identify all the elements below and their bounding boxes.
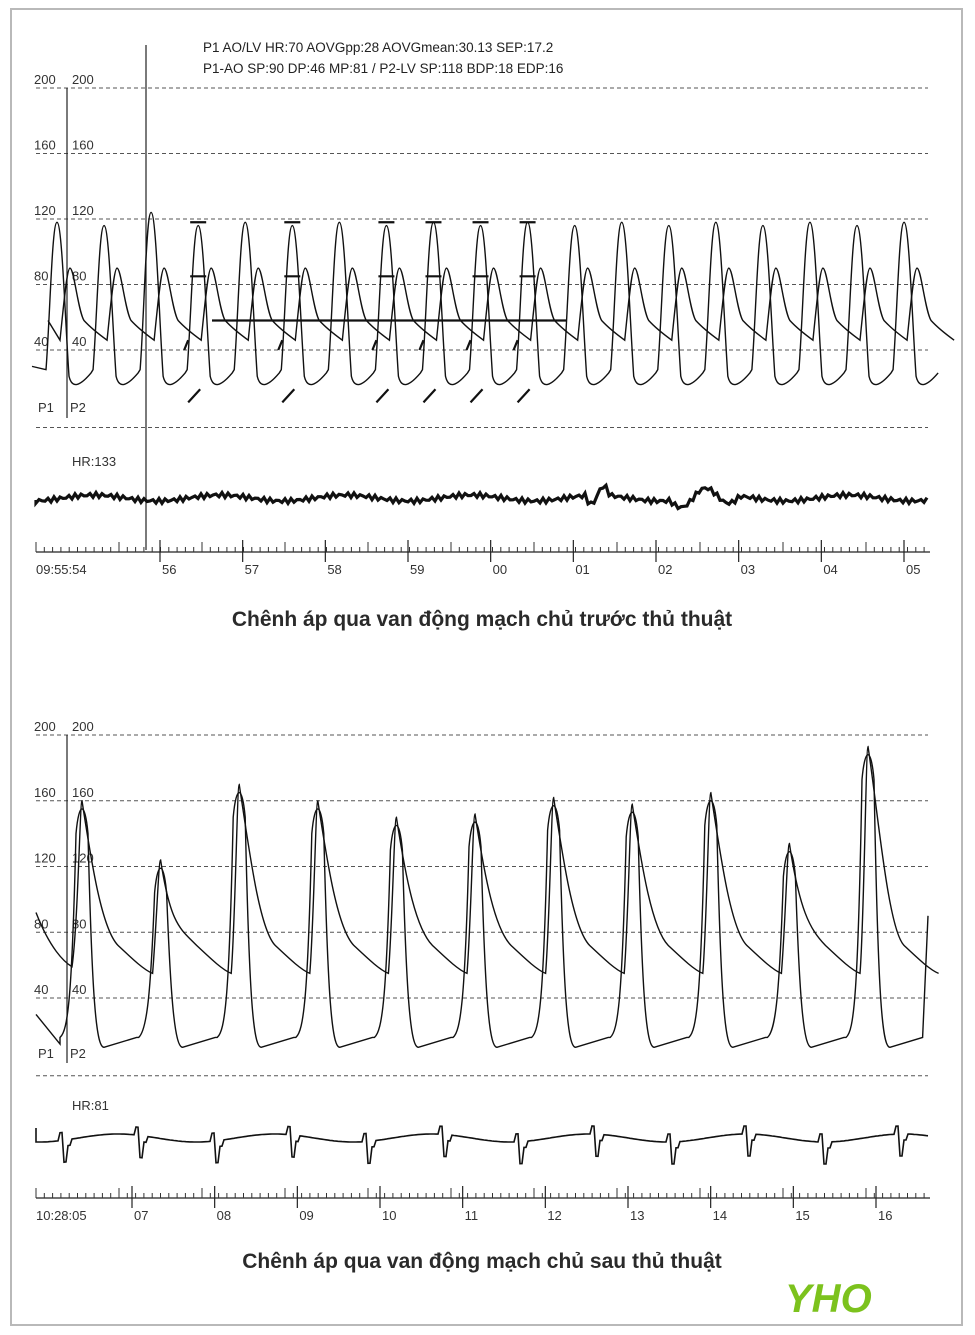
y-tick-label-p1: 80 [34, 268, 49, 284]
time-tick-label: 09 [299, 1208, 314, 1223]
y-tick-label-p2: 120 [72, 203, 94, 218]
channel-label-p2: P2 [70, 400, 86, 415]
channel-label-p2: P2 [70, 1046, 86, 1061]
y-tick-label-p1: 200 [34, 72, 56, 87]
y-tick-label-p2: 120 [72, 850, 94, 866]
time-tick-label: 00 [492, 562, 508, 577]
y-tick-label-p2: 160 [72, 137, 94, 153]
p1-aortic-pressure-series [36, 747, 939, 974]
y-tick-label-p2: 160 [72, 784, 94, 800]
time-tick-label: 11 [464, 1208, 479, 1223]
panel-after-procedure [34, 719, 939, 1273]
ao-dia-marker [419, 340, 423, 350]
ecg-trace [36, 1126, 928, 1164]
time-tick-label: 03 [740, 562, 756, 577]
header-line-1: P1 AO/LV HR:70 AOVGpp:28 AOVGmean:30.13 SEP:17.2 [203, 40, 554, 55]
channel-label-p1: P1 [38, 400, 54, 415]
time-axis [36, 540, 930, 577]
chart-title: Chênh áp qua van động mạch chủ sau thủ thuật [242, 1250, 722, 1273]
y-tick-label-p2: 200 [72, 72, 94, 87]
time-start-label: 09:55:54 [36, 562, 87, 577]
y-tick-label-p1: 120 [34, 203, 56, 218]
y-tick-label-p1: 160 [34, 784, 56, 800]
time-tick-label: 58 [327, 562, 342, 577]
edp-marker [423, 389, 435, 402]
time-tick-label: 05 [906, 562, 921, 577]
time-tick-label: 07 [134, 1208, 149, 1223]
ao-dia-marker [372, 340, 376, 350]
y-tick-label-p1: 80 [34, 916, 49, 932]
hr-label: HR:81 [72, 1098, 109, 1113]
p2-lv-pressure-series [36, 755, 928, 1048]
panel-before-procedure [32, 40, 954, 631]
edp-marker [518, 389, 530, 402]
time-tick-label: 56 [162, 562, 177, 577]
y-tick-label-p1: 160 [34, 137, 56, 153]
time-tick-label: 14 [712, 1208, 728, 1223]
y-tick-label-p2: 200 [72, 719, 94, 734]
time-tick-label: 59 [410, 562, 425, 577]
time-tick-label: 01 [575, 562, 590, 577]
hr-label: HR:133 [72, 454, 117, 469]
channel-label-p1: P1 [38, 1046, 54, 1061]
y-tick-label-p2: 40 [72, 982, 87, 997]
time-tick-label: 13 [630, 1208, 645, 1223]
y-tick-label-p1: 120 [34, 850, 56, 866]
ao-dia-marker [514, 340, 518, 350]
y-tick-label-p2: 80 [72, 916, 87, 932]
edp-marker [471, 389, 483, 402]
time-tick-label: 16 [878, 1208, 893, 1223]
y-tick-label-p2: 80 [72, 268, 87, 284]
time-tick-label: 57 [244, 562, 260, 577]
chart-title: Chênh áp qua van động mạch chủ trước thủ thuật [231, 608, 733, 631]
time-tick-label: 04 [823, 562, 838, 577]
ecg-trace [36, 485, 927, 508]
edp-marker [376, 389, 388, 402]
time-tick-label: 08 [216, 1208, 232, 1223]
ao-dia-marker [184, 340, 188, 350]
time-start-label: 10:28:05 [36, 1208, 87, 1223]
edp-marker [282, 389, 294, 402]
yho-watermark-logo: YHO [785, 1277, 872, 1321]
time-axis [36, 1186, 930, 1223]
time-tick-label: 10 [382, 1208, 397, 1223]
p2-lv-pressure-series [32, 212, 938, 384]
y-tick-label-p2: 40 [72, 334, 87, 349]
edp-marker [188, 389, 200, 402]
ao-dia-marker [467, 340, 471, 350]
ao-dia-marker [278, 340, 282, 350]
y-tick-label-p1: 40 [34, 982, 49, 997]
header-line-2: P1-AO SP:90 DP:46 MP:81 / P2-LV SP:118 BDP:18 EDP:16 [203, 61, 564, 76]
time-tick-label: 15 [795, 1208, 810, 1223]
y-axis-labels [34, 719, 94, 997]
time-tick-label: 02 [658, 562, 673, 577]
y-tick-label-p1: 40 [34, 334, 49, 349]
y-tick-label-p1: 200 [34, 719, 56, 734]
time-tick-label: 12 [547, 1208, 562, 1223]
